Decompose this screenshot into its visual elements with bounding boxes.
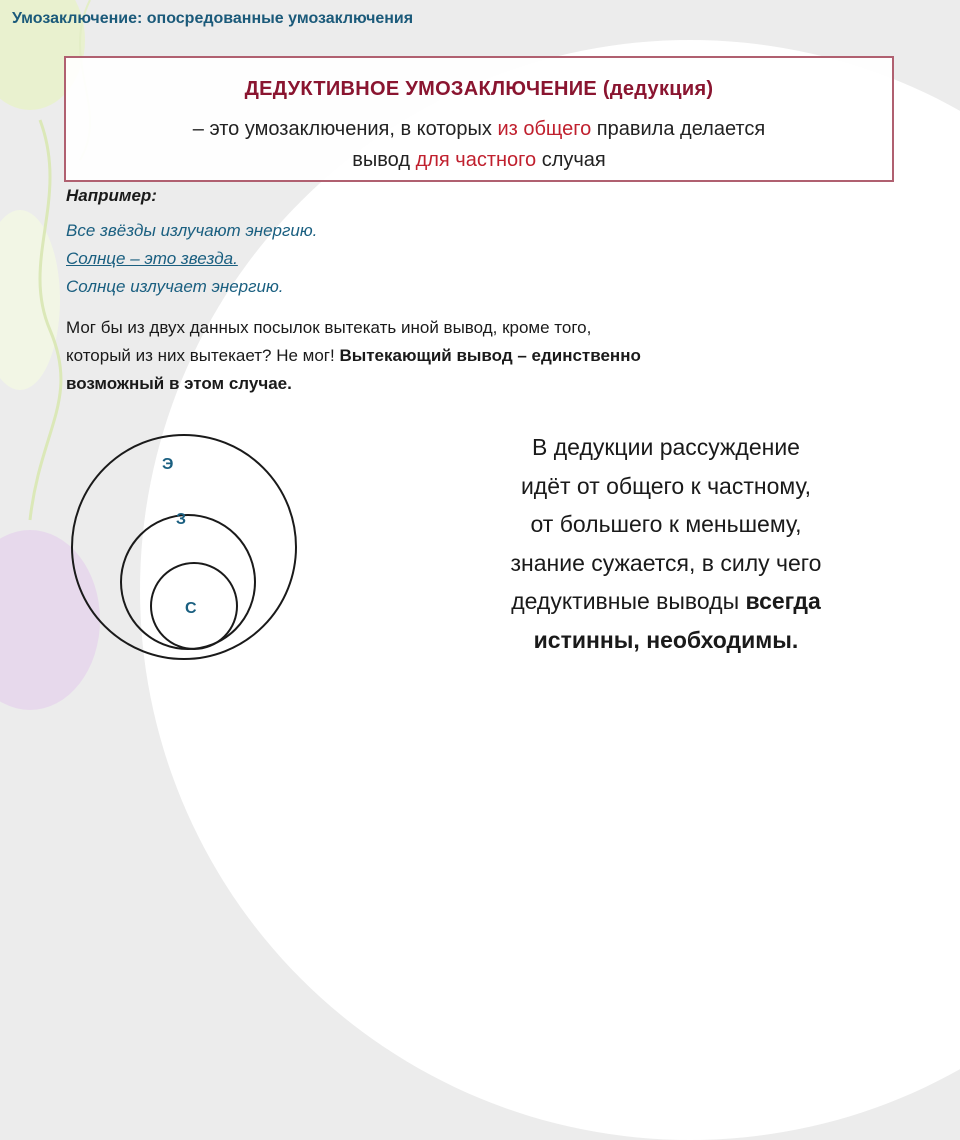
conclusion-line: дедуктивные выводы <box>511 588 746 614</box>
inner-circle-label: С <box>185 600 197 617</box>
definition-term-paren: (дедукция) <box>597 78 714 100</box>
middle-circle <box>121 515 255 649</box>
euler-diagram <box>60 420 310 680</box>
definition-text-part: правила делается <box>591 118 766 140</box>
definition-text <box>66 114 892 176</box>
conclusion-line: знание сужается, в силу чего <box>510 549 822 576</box>
minor-premise: Солнце – это звезда. <box>66 249 238 268</box>
middle-circle-label: З <box>176 511 187 528</box>
question-bold: Вытекающий вывод – единственно <box>339 346 641 365</box>
definition-text-part: вывод <box>352 149 416 171</box>
syllogism-conclusion: Солнце излучает энергию. <box>66 277 284 296</box>
question-text: который из них вытекает? Не мог! <box>66 346 340 365</box>
conclusion-block <box>446 428 886 659</box>
conclusion-line: идёт от общего к частному, <box>520 472 812 499</box>
outer-circle <box>72 435 296 659</box>
definition-highlight-particular: для частного <box>415 149 537 171</box>
topic-title: Умозаключение: опосредованные умозаключения <box>12 10 414 27</box>
definition-highlight-general: из общего <box>497 118 592 140</box>
major-premise: Все звёзды излучают энергию. <box>66 221 318 240</box>
outer-circle-label: Э <box>162 456 174 473</box>
definition-title <box>66 78 892 101</box>
question-paragraph <box>66 314 906 398</box>
conclusion-bold: всегда <box>745 588 821 614</box>
definition-text-part: случая <box>536 149 606 171</box>
example-label: Например: <box>66 186 157 205</box>
definition-text-part: – это умозаключения, в которых <box>192 118 498 140</box>
definition-term: ДЕДУКТИВНОЕ УМОЗАКЛЮЧЕНИЕ <box>244 78 598 100</box>
conclusion-bold: истинны, необходимы. <box>533 626 799 653</box>
conclusion-line: от большего к меньшему, <box>530 511 802 537</box>
conclusion-line: В дедукции рассуждение <box>532 434 800 460</box>
definition-box <box>64 56 894 182</box>
question-bold: возможный в этом случае. <box>66 374 292 393</box>
question-text: Мог бы из двух данных посылок вытекать иной вывод, кроме того, <box>66 318 592 337</box>
